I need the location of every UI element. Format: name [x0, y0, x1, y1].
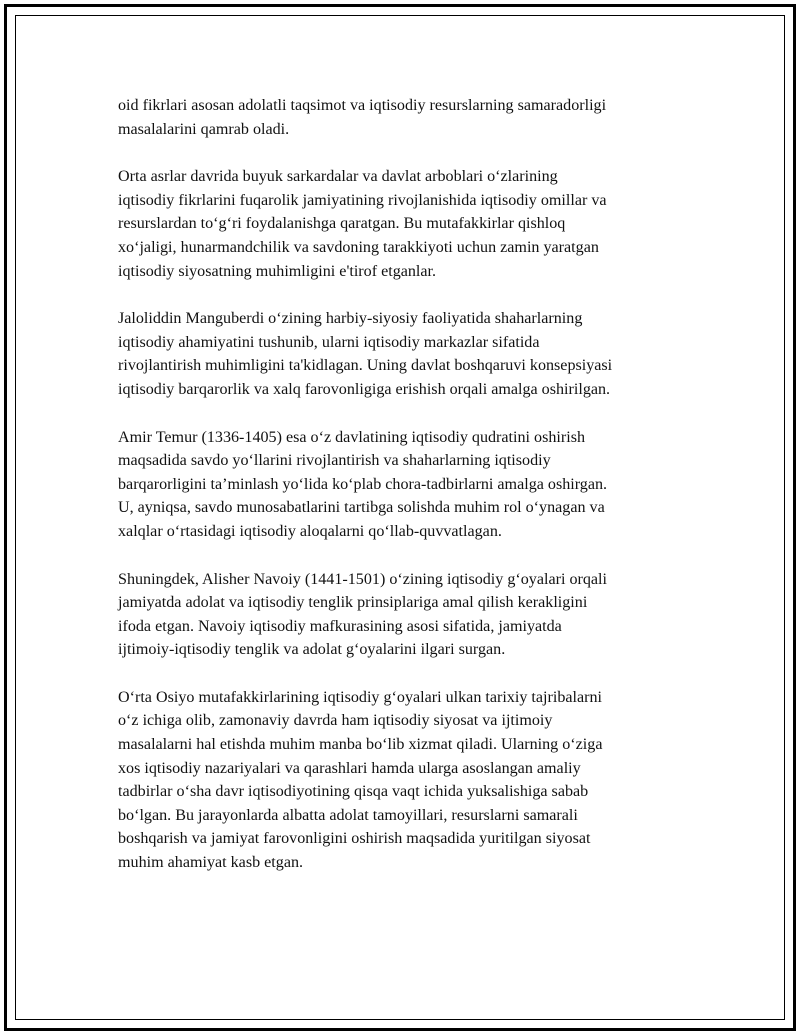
paragraph-4: Amir Temur (1336-1405) esa o‘z davlatining iqtisodiy qudratini oshirish maqsadida savdo yo‘llarini rivojlantirish va shaharlarning iqtisodiy barqarorligini ta’minlash yo‘lida ko‘plab chora-tadbirlarni amalga oshirgan. U, ayniqsa, savdo munosabatlarini tartibga solishda muhim rol o‘ynagan va xalqlar o‘rtasidagi iqtisodiy aloqalarni qo‘llab-quvvatlagan.	[118, 428, 608, 540]
paragraph-6: O‘rta Osiyo mutafakkirlarining iqtisodiy g‘oyalari ulkan tarixiy tajribalarni o‘z ichiga olib, zamonaviy davrda ham iqtisodiy siyosat va ijtimoiy masalalarni hal etishda muhim manba bo‘lib xizmat qiladi. Ularning o‘ziga xos iqtisodiy nazariyalari va qarashlari hamda ularga asoslangan amaliy tadbirlar o‘sha davr iqtisodiyotining qisqa vaqt ichida yuksalishiga sabab bo‘lgan. Bu jarayonlarda albatta adolat tamoyillari, resurslarni samarali boshqarish va jamiyat farovonligini oshirish maqsadida yuritilgan siyosat muhim ahamiyat kasb etgan.	[118, 688, 603, 872]
paragraph-1: oid fikrlari asosan adolatli taqsimot va iqtisodiy resurslarning samaradorligi masalalarini qamrab oladi.	[118, 97, 607, 138]
paragraph-3: Jaloliddin Manguberdi o‘zining harbiy-siyosiy faoliyatida shaharlarning iqtisodiy ahamiyatini tushunib, ularni iqtisodiy markazlar sifatida rivojlantirish muhimligini ta'kidlagan. Uning davlat boshqaruvi konsepsiyasi iqtisodiy barqarorlik va xalq farovonligiga erishish orqali amalga oshirilgan.	[118, 310, 613, 398]
paragraph-5: Shuningdek, Alisher Navoiy (1441-1501) o‘zining iqtisodiy g‘oyalari orqali jamiyatda adolat va iqtisodiy tenglik prinsiplariga amal qilish kerakligini ifoda etgan. Navoiy iqtisodiy mafkurasining asosi sifatida, jamiyatda ijtimoiy-iqtisodiy tenglik va adolat g‘oyalarini ilgari surgan.	[118, 570, 607, 659]
document-body	[118, 94, 718, 899]
paragraph-2: Orta asrlar davrida buyuk sarkardalar va davlat arboblari o‘zlarining iqtisodiy fikrlarini fuqarolik jamiyatining rivojlanishida iqtisodiy omillar va resurslardan to‘g‘ri foydalanishga qaratgan. Bu mutafakkirlar qishloq xo‘jaligi, hunarmandchilik va savdoning tarakkiyoti uchun zamin yaratgan iqtisodiy siyosatning muhimligini e'tirof etganlar.	[118, 168, 607, 280]
